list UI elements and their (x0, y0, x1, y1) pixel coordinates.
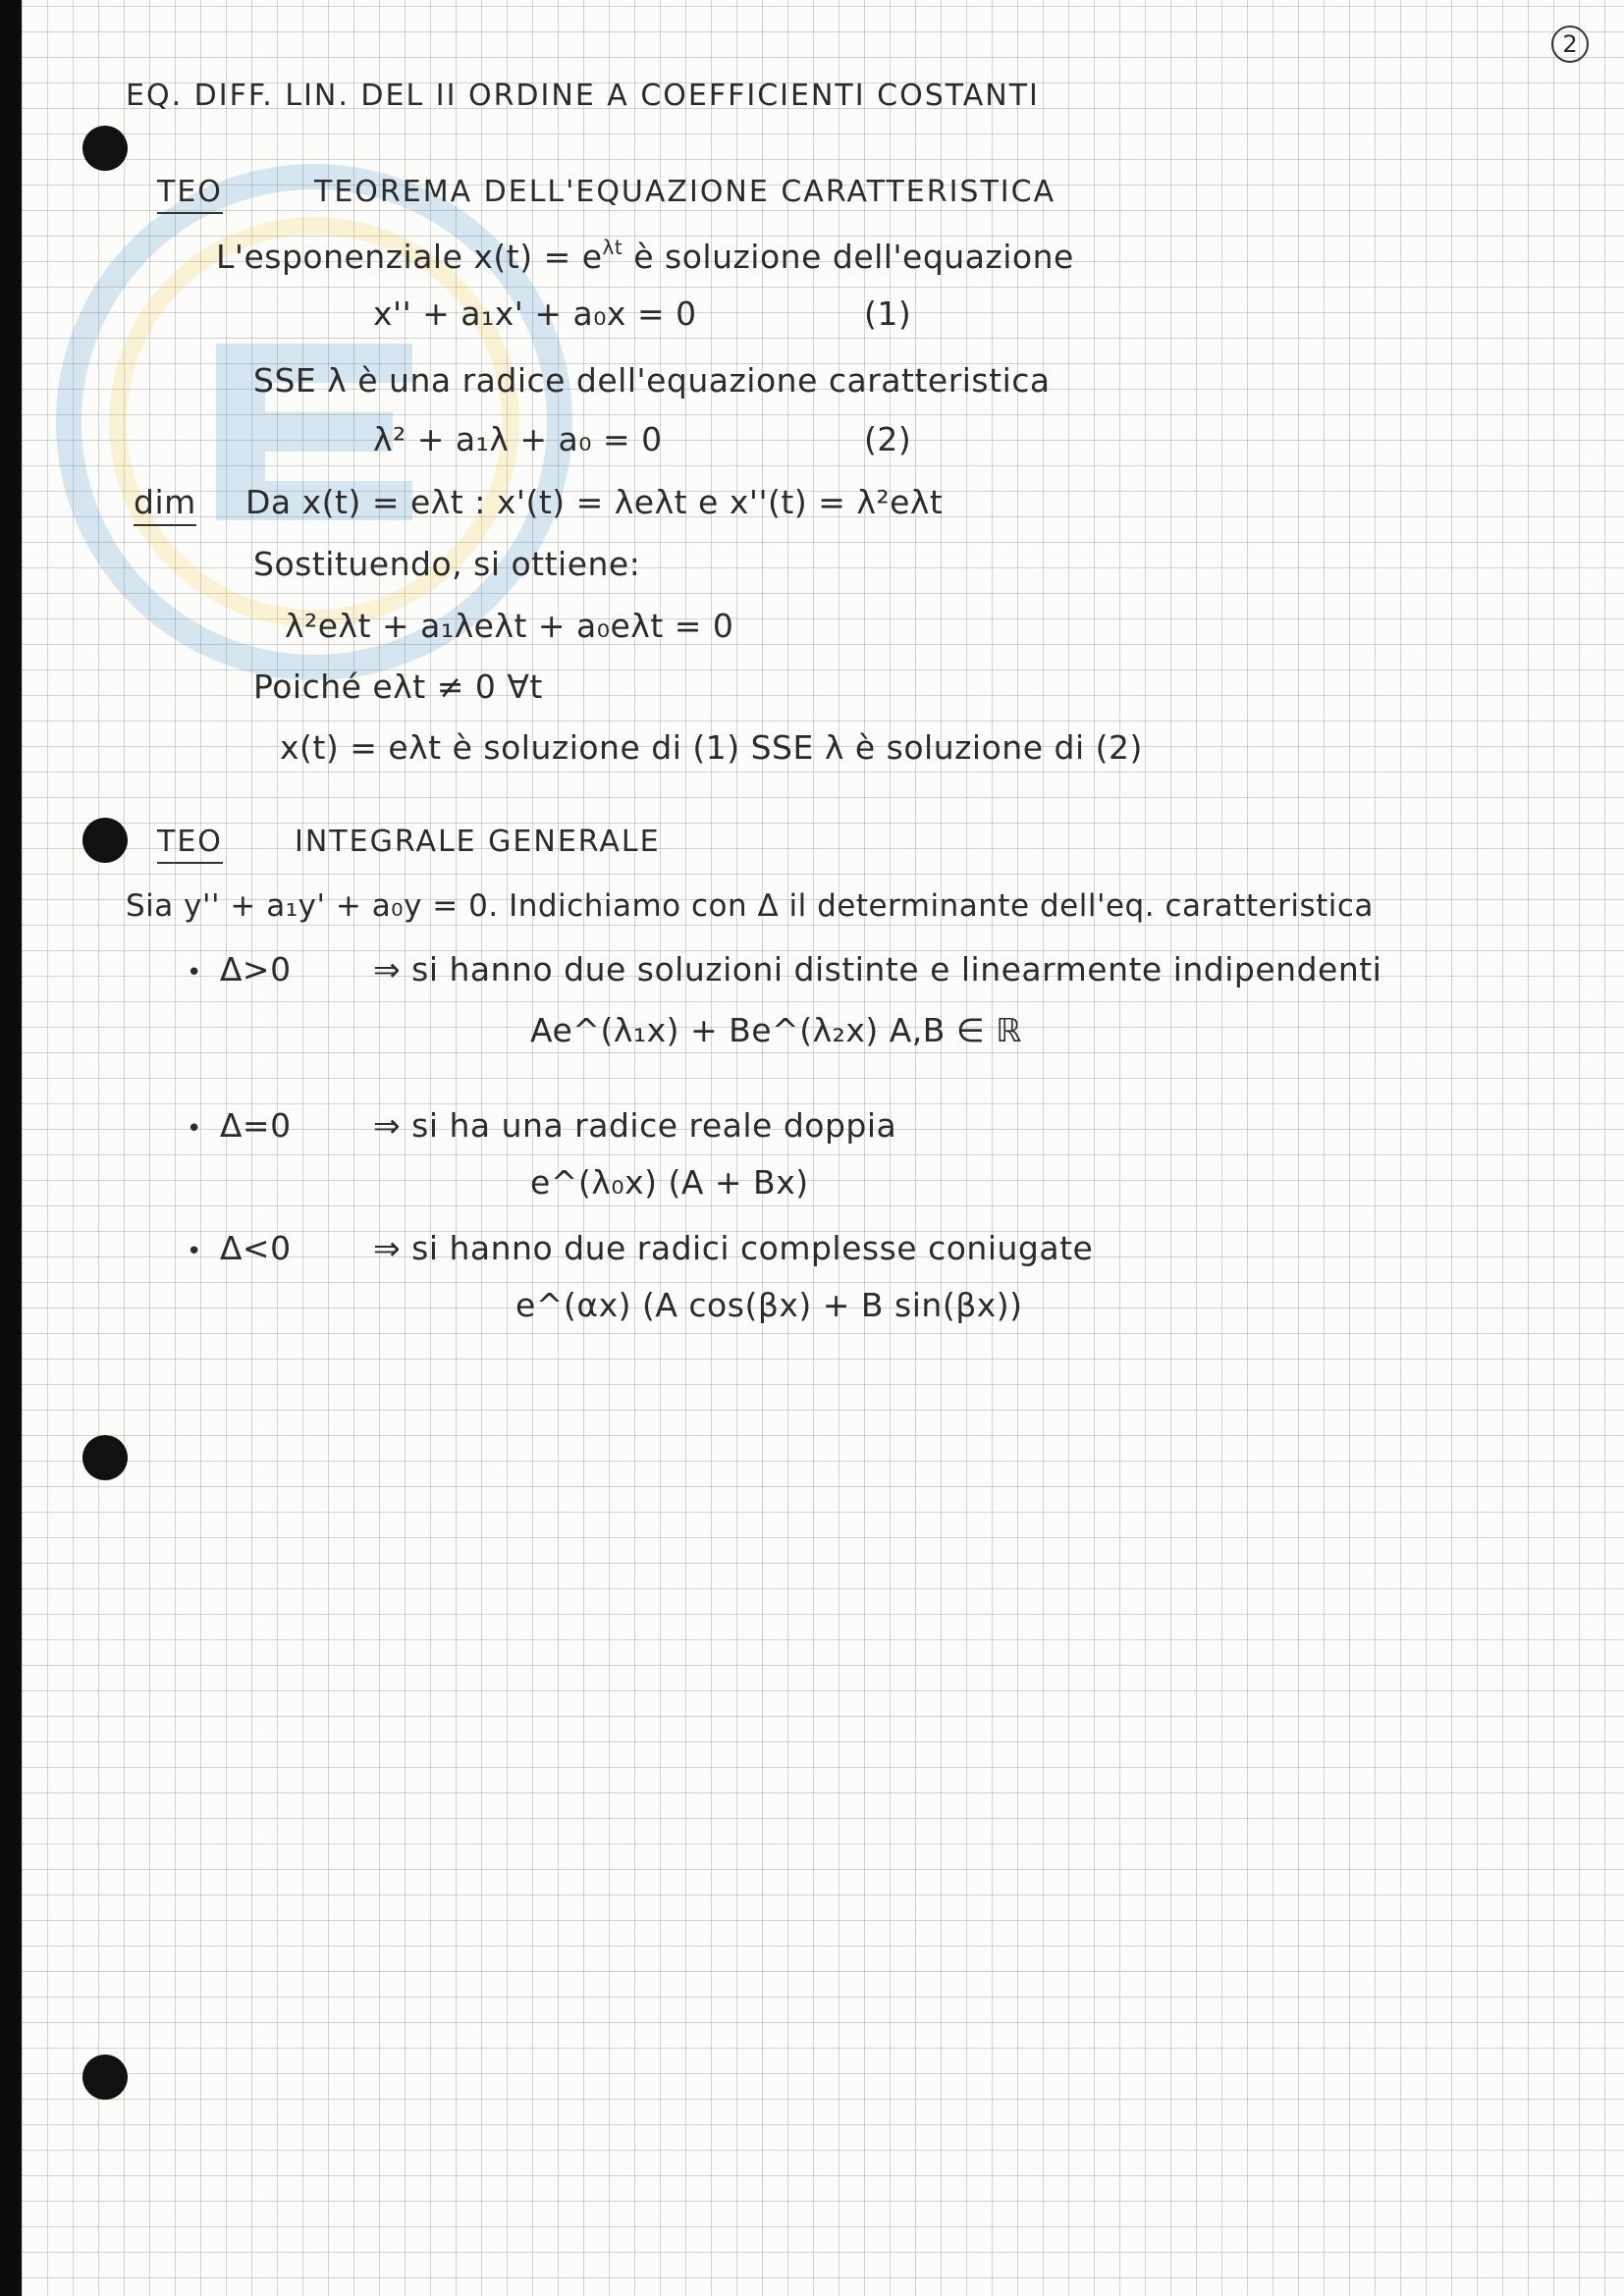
case-zero-delta: • Δ=0 (187, 1106, 292, 1145)
proof-line-1: Da x(t) = eλt : x'(t) = λeλt e x''(t) = λ²eλt (245, 483, 944, 521)
case-zero-delta-description: ⇒ si ha una radice reale doppia (373, 1106, 897, 1145)
binder-hole (82, 2055, 128, 2100)
proof-line-4: Poiché eλt ≠ 0 ∀t (253, 667, 543, 706)
case-negative-delta: • Δ<0 (187, 1229, 292, 1267)
proof-tag: dim (134, 483, 196, 526)
theorem-2-intro: Sia y'' + a₁y' + a₀y = 0. Indichiamo con Δ il determinante dell'eq. caratteristica (126, 888, 1374, 924)
characteristic-equation: λ² + a₁λ + a₀ = 0 (373, 420, 663, 458)
case-negative-delta-solution: e^(αx) (A cos(βx) + B sin(βx)) (515, 1286, 1023, 1324)
case-positive-delta-description: ⇒ si hanno due soluzioni distinte e linearmente indipendenti (373, 950, 1382, 988)
case-zero-delta-solution: e^(λ₀x) (A + Bx) (530, 1163, 809, 1201)
case-negative-delta-description: ⇒ si hanno due radici complesse coniugate (373, 1229, 1094, 1267)
theorem-1-condition: SSE λ è una radice dell'equazione caratteristica (253, 361, 1051, 400)
equation-1: x'' + a₁x' + a₀x = 0 (373, 294, 697, 333)
binding-edge (0, 0, 22, 2296)
theorem-1-statement: L'esponenziale $x(t) = e^{\lambda t}$ è soluzione dell'equazione (216, 236, 1074, 276)
equation-1-number: (1) (864, 294, 912, 333)
equation-2-number: (2) (864, 420, 912, 458)
proof-line-3: λ²eλt + a₁λeλt + a₀eλt = 0 (285, 607, 734, 645)
theorem-1-heading: TEOREMA DELL'EQUAZIONE CARATTERISTICA (314, 175, 1056, 209)
theorem-1-tag: TEO (157, 175, 223, 214)
page-number: 2 (1551, 26, 1589, 63)
page-title: EQ. DIFF. LIN. DEL II ORDINE A COEFFICIENTI COSTANTI (126, 79, 1040, 113)
proof-line-2: Sostituendo, si ottiene: (253, 545, 641, 583)
binder-hole (82, 1435, 128, 1480)
case-positive-delta: • Δ>0 (187, 950, 292, 988)
binder-hole (82, 818, 128, 863)
binder-hole (82, 126, 128, 171)
proof-line-5: x(t) = eλt è soluzione di (1) SSE λ è soluzione di (2) (280, 728, 1143, 767)
theorem-2-tag: TEO (157, 825, 223, 864)
theorem-2-heading: INTEGRALE GENERALE (295, 825, 661, 859)
case-positive-delta-solution: Ae^(λ₁x) + Be^(λ₂x) A,B ∈ ℝ (530, 1011, 1022, 1049)
